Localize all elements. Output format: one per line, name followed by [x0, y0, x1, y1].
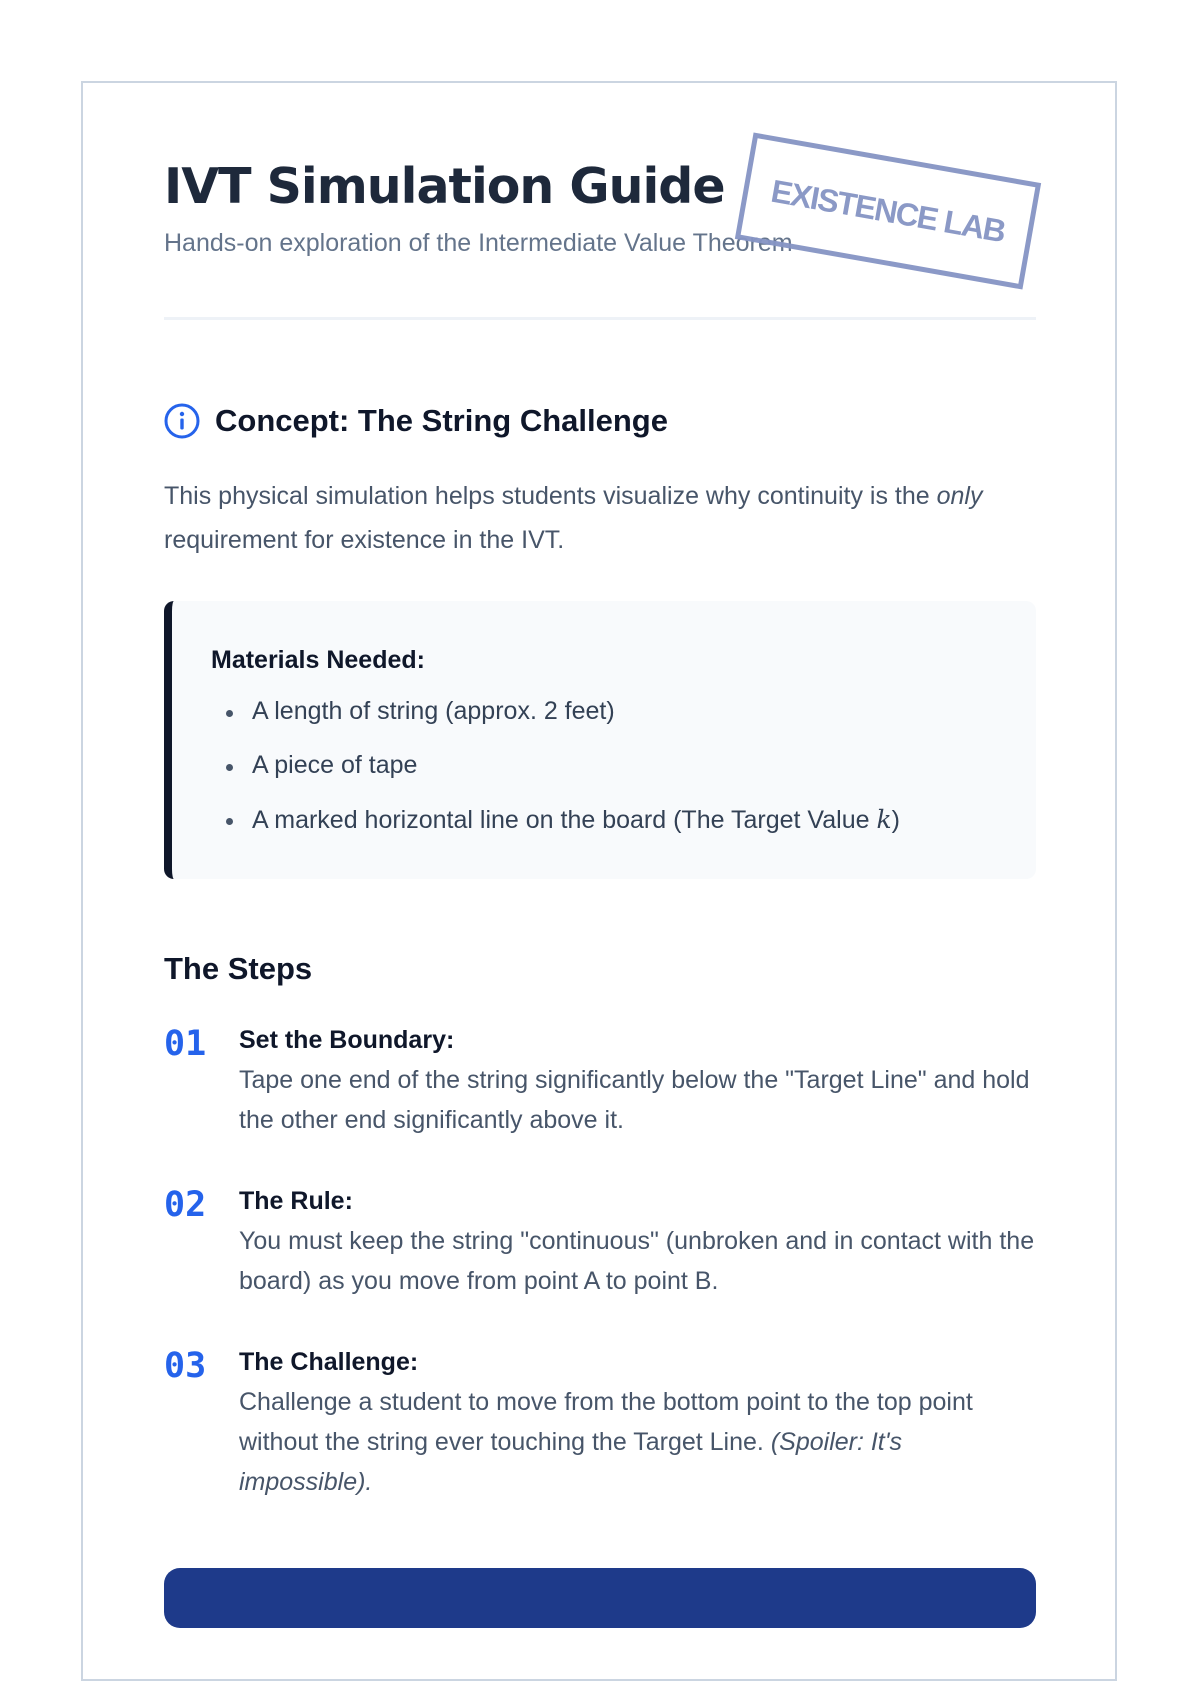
step-number: 01 [164, 1024, 207, 1064]
step-text-main: Challenge a student to move from the bottom point to the top point without the string ever touching the Target Line. [239, 1388, 973, 1456]
intro-end: requirement for existence in the IVT. [164, 526, 565, 554]
materials-item: A length of string (approx. 2 feet) [252, 697, 615, 725]
step-text [239, 1382, 1039, 1502]
step-number: 02 [164, 1185, 207, 1225]
steps-heading: The Steps [164, 951, 313, 986]
step-text: You must keep the string "continuous" (unbroken and in contact with the board) as you move from point A to point B. [239, 1227, 1035, 1295]
materials-item-close: ) [891, 806, 900, 834]
step-label: The Challenge: [239, 1348, 419, 1376]
concept-intro [164, 474, 1044, 562]
step-number: 03 [164, 1346, 207, 1386]
materials-title: Materials Needed: [211, 646, 425, 674]
materials-item-text: A marked horizontal line on the board (The Target Value [252, 806, 877, 834]
step-spoiler: (Spoiler: It's impossible). [239, 1428, 903, 1496]
intro-emphasis: only [936, 482, 983, 510]
page-subtitle: Hands-on exploration of the Intermediate Value Theorem [164, 229, 793, 257]
step-label: Set the Boundary: [239, 1026, 455, 1054]
materials-item [252, 805, 900, 835]
step-label: The Rule: [239, 1187, 353, 1215]
intro-start: This physical simulation helps students visualize why continuity is the [164, 482, 930, 510]
materials-item: A piece of tape [252, 751, 418, 779]
footer-banner [164, 1568, 1036, 1628]
existence-lab-stamp: EXISTENCE LAB [735, 132, 1041, 289]
target-value-symbol: k [876, 805, 892, 834]
concept-heading [164, 403, 668, 439]
step-text: Tape one end of the string significantly below the "Target Line" and hold the other end significantly above it. [239, 1066, 1030, 1134]
concept-title: Concept: The String Challenge [215, 403, 668, 438]
info-icon [164, 403, 200, 439]
page-title: IVT Simulation Guide [164, 158, 725, 215]
materials-box [164, 601, 1036, 879]
header-divider [164, 317, 1036, 320]
